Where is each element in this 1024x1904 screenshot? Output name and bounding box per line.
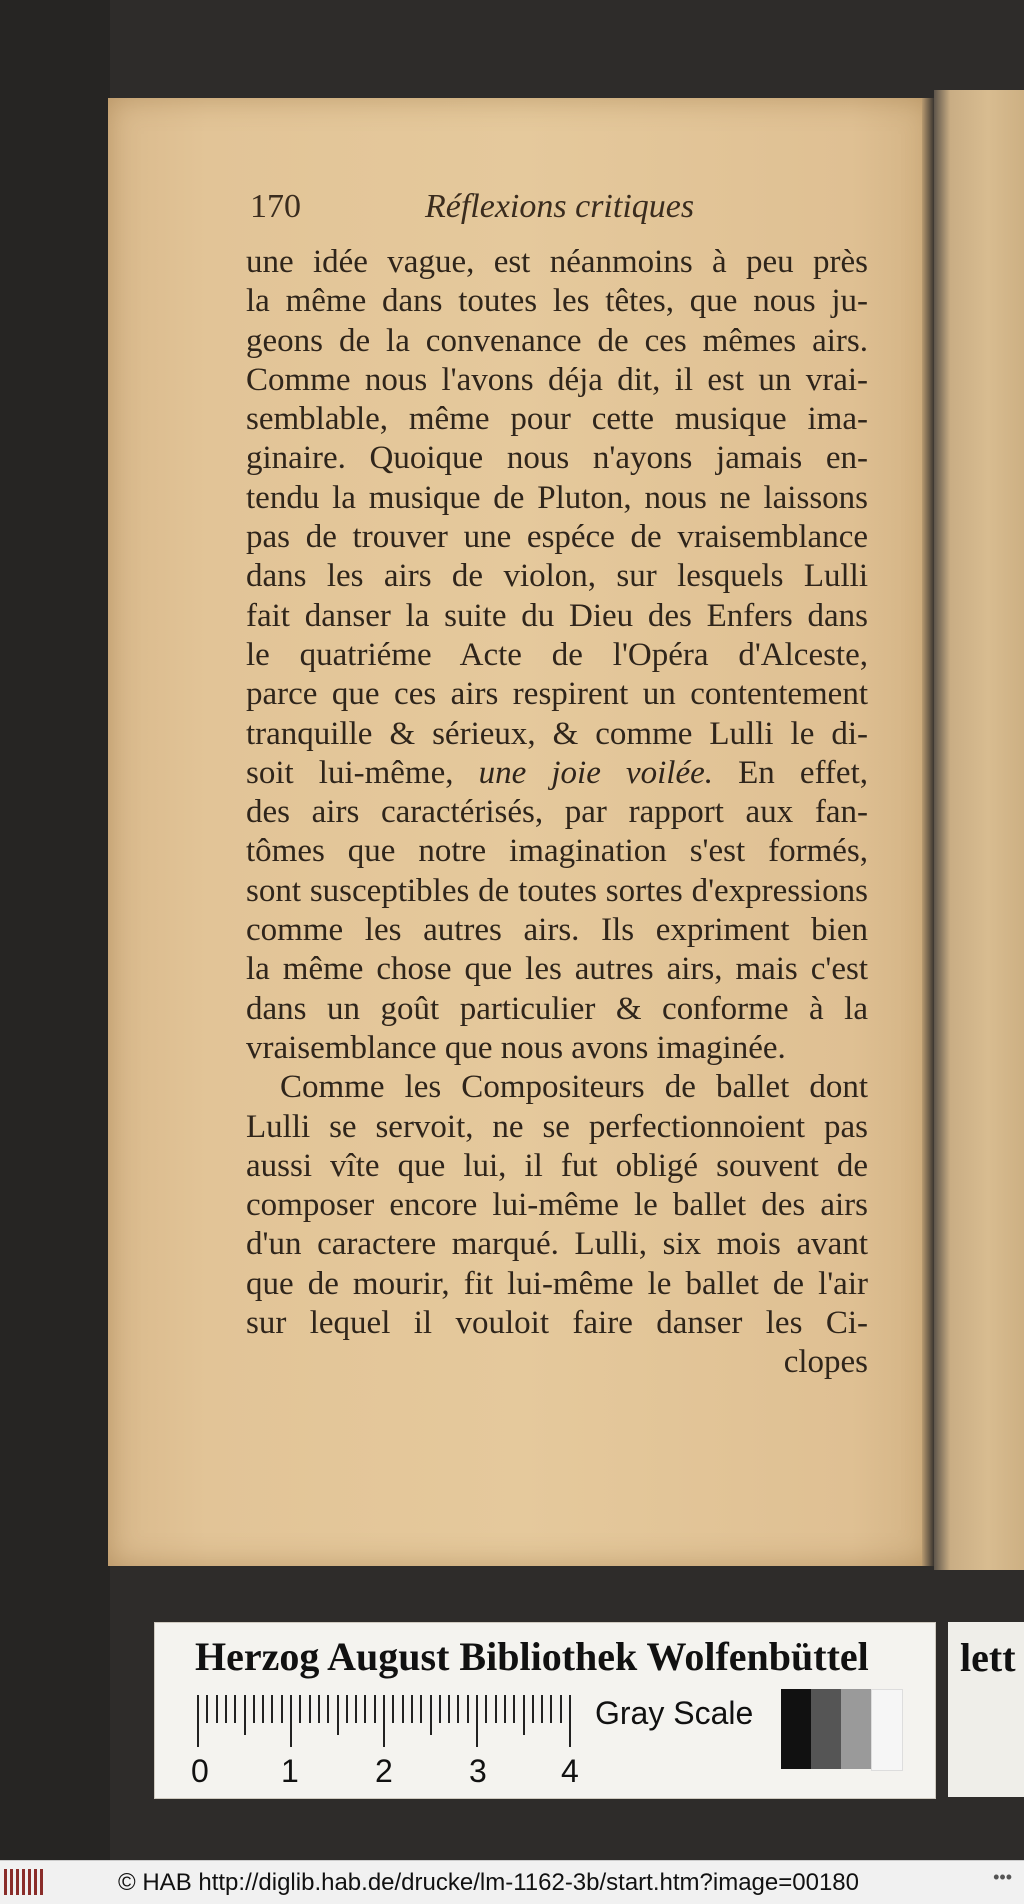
gray-swatch-mid [841, 1689, 871, 1769]
hab-logo-icon [4, 1869, 46, 1895]
ruler-tick [420, 1695, 422, 1723]
ruler-tick [271, 1695, 273, 1723]
gray-swatch-white [871, 1689, 903, 1771]
ruler-number: 1 [281, 1753, 299, 1789]
italic-phrase: une joie voilée. [478, 754, 714, 791]
ruler-tick [216, 1695, 218, 1723]
ruler-tick [448, 1695, 450, 1723]
ruler-tick [485, 1695, 487, 1723]
text-line: Comme les Compositeurs de ballet dont [280, 1069, 868, 1106]
ruler-tick [327, 1695, 329, 1723]
ruler-tick [337, 1695, 339, 1735]
text-line: semblable, même pour cette musique ima- [246, 401, 868, 438]
ruler-tick [467, 1695, 469, 1723]
ruler-number: 4 [561, 1753, 579, 1789]
footer-bar [0, 1860, 1024, 1904]
text-line: d'un caractere marqué. Lulli, six mois avant [246, 1226, 868, 1263]
ruler-tick [197, 1695, 199, 1747]
gray-swatch-dark [811, 1689, 841, 1769]
ruler-tick [318, 1695, 320, 1723]
text-line: une idée vague, est néanmoins à peu près [246, 244, 868, 280]
gray-swatch-black [781, 1689, 811, 1769]
text-line: tômes que notre imagination s'est formés, [246, 833, 868, 870]
ruler-tick [383, 1695, 385, 1747]
ruler-tick [290, 1695, 292, 1747]
ruler-tick [244, 1695, 246, 1735]
ruler-tick [495, 1695, 497, 1723]
ruler-tick [402, 1695, 404, 1723]
text-line: comme les autres airs. Ils expriment bien [246, 912, 868, 949]
ruler-tick [253, 1695, 255, 1723]
scanner-background [0, 0, 110, 1860]
text-line: dans un goût particulier & conforme à la [246, 990, 868, 1027]
ruler-tick [206, 1695, 208, 1723]
more-icon[interactable]: ••• [993, 1867, 1012, 1887]
ruler-tick [299, 1695, 301, 1723]
text-line: composer encore lui-même le ballet des airs [246, 1187, 868, 1224]
text-fragment: En effet, [713, 754, 868, 791]
text-line: Comme nous l'avons déja dit, il est un vrai- [246, 361, 868, 398]
ruler-tick [541, 1695, 543, 1723]
ruler-tick [560, 1695, 562, 1723]
ruler-number: 2 [375, 1753, 393, 1789]
ruler-tick [262, 1695, 264, 1723]
page-number: 170 [250, 188, 301, 225]
running-header [250, 188, 870, 228]
text-line: tendu la musique de Pluton, nous ne laissons [246, 479, 868, 516]
text-line: que de mourir, fit lui-même le ballet de l'air [246, 1265, 868, 1302]
text-line: tranquille & sérieux, & comme Lulli le di- [246, 715, 868, 752]
ruler-tick [439, 1695, 441, 1723]
text-line: dans les airs de violon, sur lesquels Lulli [246, 558, 868, 595]
ruler-tick [392, 1695, 394, 1723]
text-line: vraisemblance que nous avons imaginée. [246, 1029, 786, 1066]
ruler-tick [569, 1695, 571, 1747]
library-name: Herzog August Bibliothek Wolfenbüttel [195, 1634, 869, 1679]
ruler-tick [523, 1695, 525, 1735]
running-title: Réflexions critiques [425, 188, 695, 225]
gray-scale-label: Gray Scale [595, 1695, 754, 1731]
ruler-tick [281, 1695, 283, 1723]
ruler-tick [550, 1695, 552, 1723]
ruler-tick [532, 1695, 534, 1723]
card-fragment-text: lett [960, 1635, 1016, 1680]
ruler-tick [225, 1695, 227, 1723]
ruler-tick [355, 1695, 357, 1723]
text-line: le quatriéme Acte de l'Opéra d'Alceste, [246, 636, 868, 673]
ruler-tick [234, 1695, 236, 1723]
ruler-tick [476, 1695, 478, 1747]
page-gutter [922, 98, 934, 1566]
text-line: Lulli se servoit, ne se perfectionnoient pas [246, 1108, 868, 1145]
ruler-tick [513, 1695, 515, 1723]
ruler-tick [364, 1695, 366, 1723]
text-line-with-italic [246, 754, 868, 793]
color-calibration-card [154, 1622, 936, 1799]
source-url[interactable]: © HAB http://diglib.hab.de/drucke/lm-1162-3b/start.htm?image=00180 [118, 1869, 859, 1896]
text-fragment: soit lui-même, [246, 754, 454, 791]
ruler-tick [411, 1695, 413, 1723]
text-line: sur lequel il vouloit faire danser les Ci- [246, 1305, 868, 1342]
color-card-fragment [948, 1622, 1024, 1797]
text-line: sont susceptibles de toutes sortes d'expressions [246, 872, 868, 909]
ruler-tick [374, 1695, 376, 1723]
ruler-tick [504, 1695, 506, 1723]
facing-page-edge [934, 90, 1024, 1570]
page-body [246, 243, 868, 1383]
ruler-tick [309, 1695, 311, 1723]
scale-ruler [197, 1695, 577, 1751]
ruler-number: 0 [191, 1753, 209, 1789]
text-line: pas de trouver une espéce de vraisemblance [246, 519, 868, 556]
ruler-tick [430, 1695, 432, 1735]
text-line: parce que ces airs respirent un contentement [246, 676, 868, 713]
catchword: clopes [783, 1344, 868, 1381]
text-line: geons de la convenance de ces mêmes airs. [246, 322, 868, 359]
text-line: aussi vîte que lui, il fut obligé souvent de [246, 1147, 868, 1184]
text-line: des airs caractérisés, par rapport aux fan- [246, 794, 868, 831]
text-line: fait danser la suite du Dieu des Enfers dans [246, 597, 868, 634]
text-line: la même chose que les autres airs, mais c'est [246, 951, 868, 988]
text-line: la même dans toutes les têtes, que nous ju- [246, 283, 868, 320]
ruler-tick [346, 1695, 348, 1723]
ruler-number: 3 [469, 1753, 487, 1789]
ruler-tick [457, 1695, 459, 1723]
text-line: ginaire. Quoique nous n'ayons jamais en- [246, 440, 868, 477]
